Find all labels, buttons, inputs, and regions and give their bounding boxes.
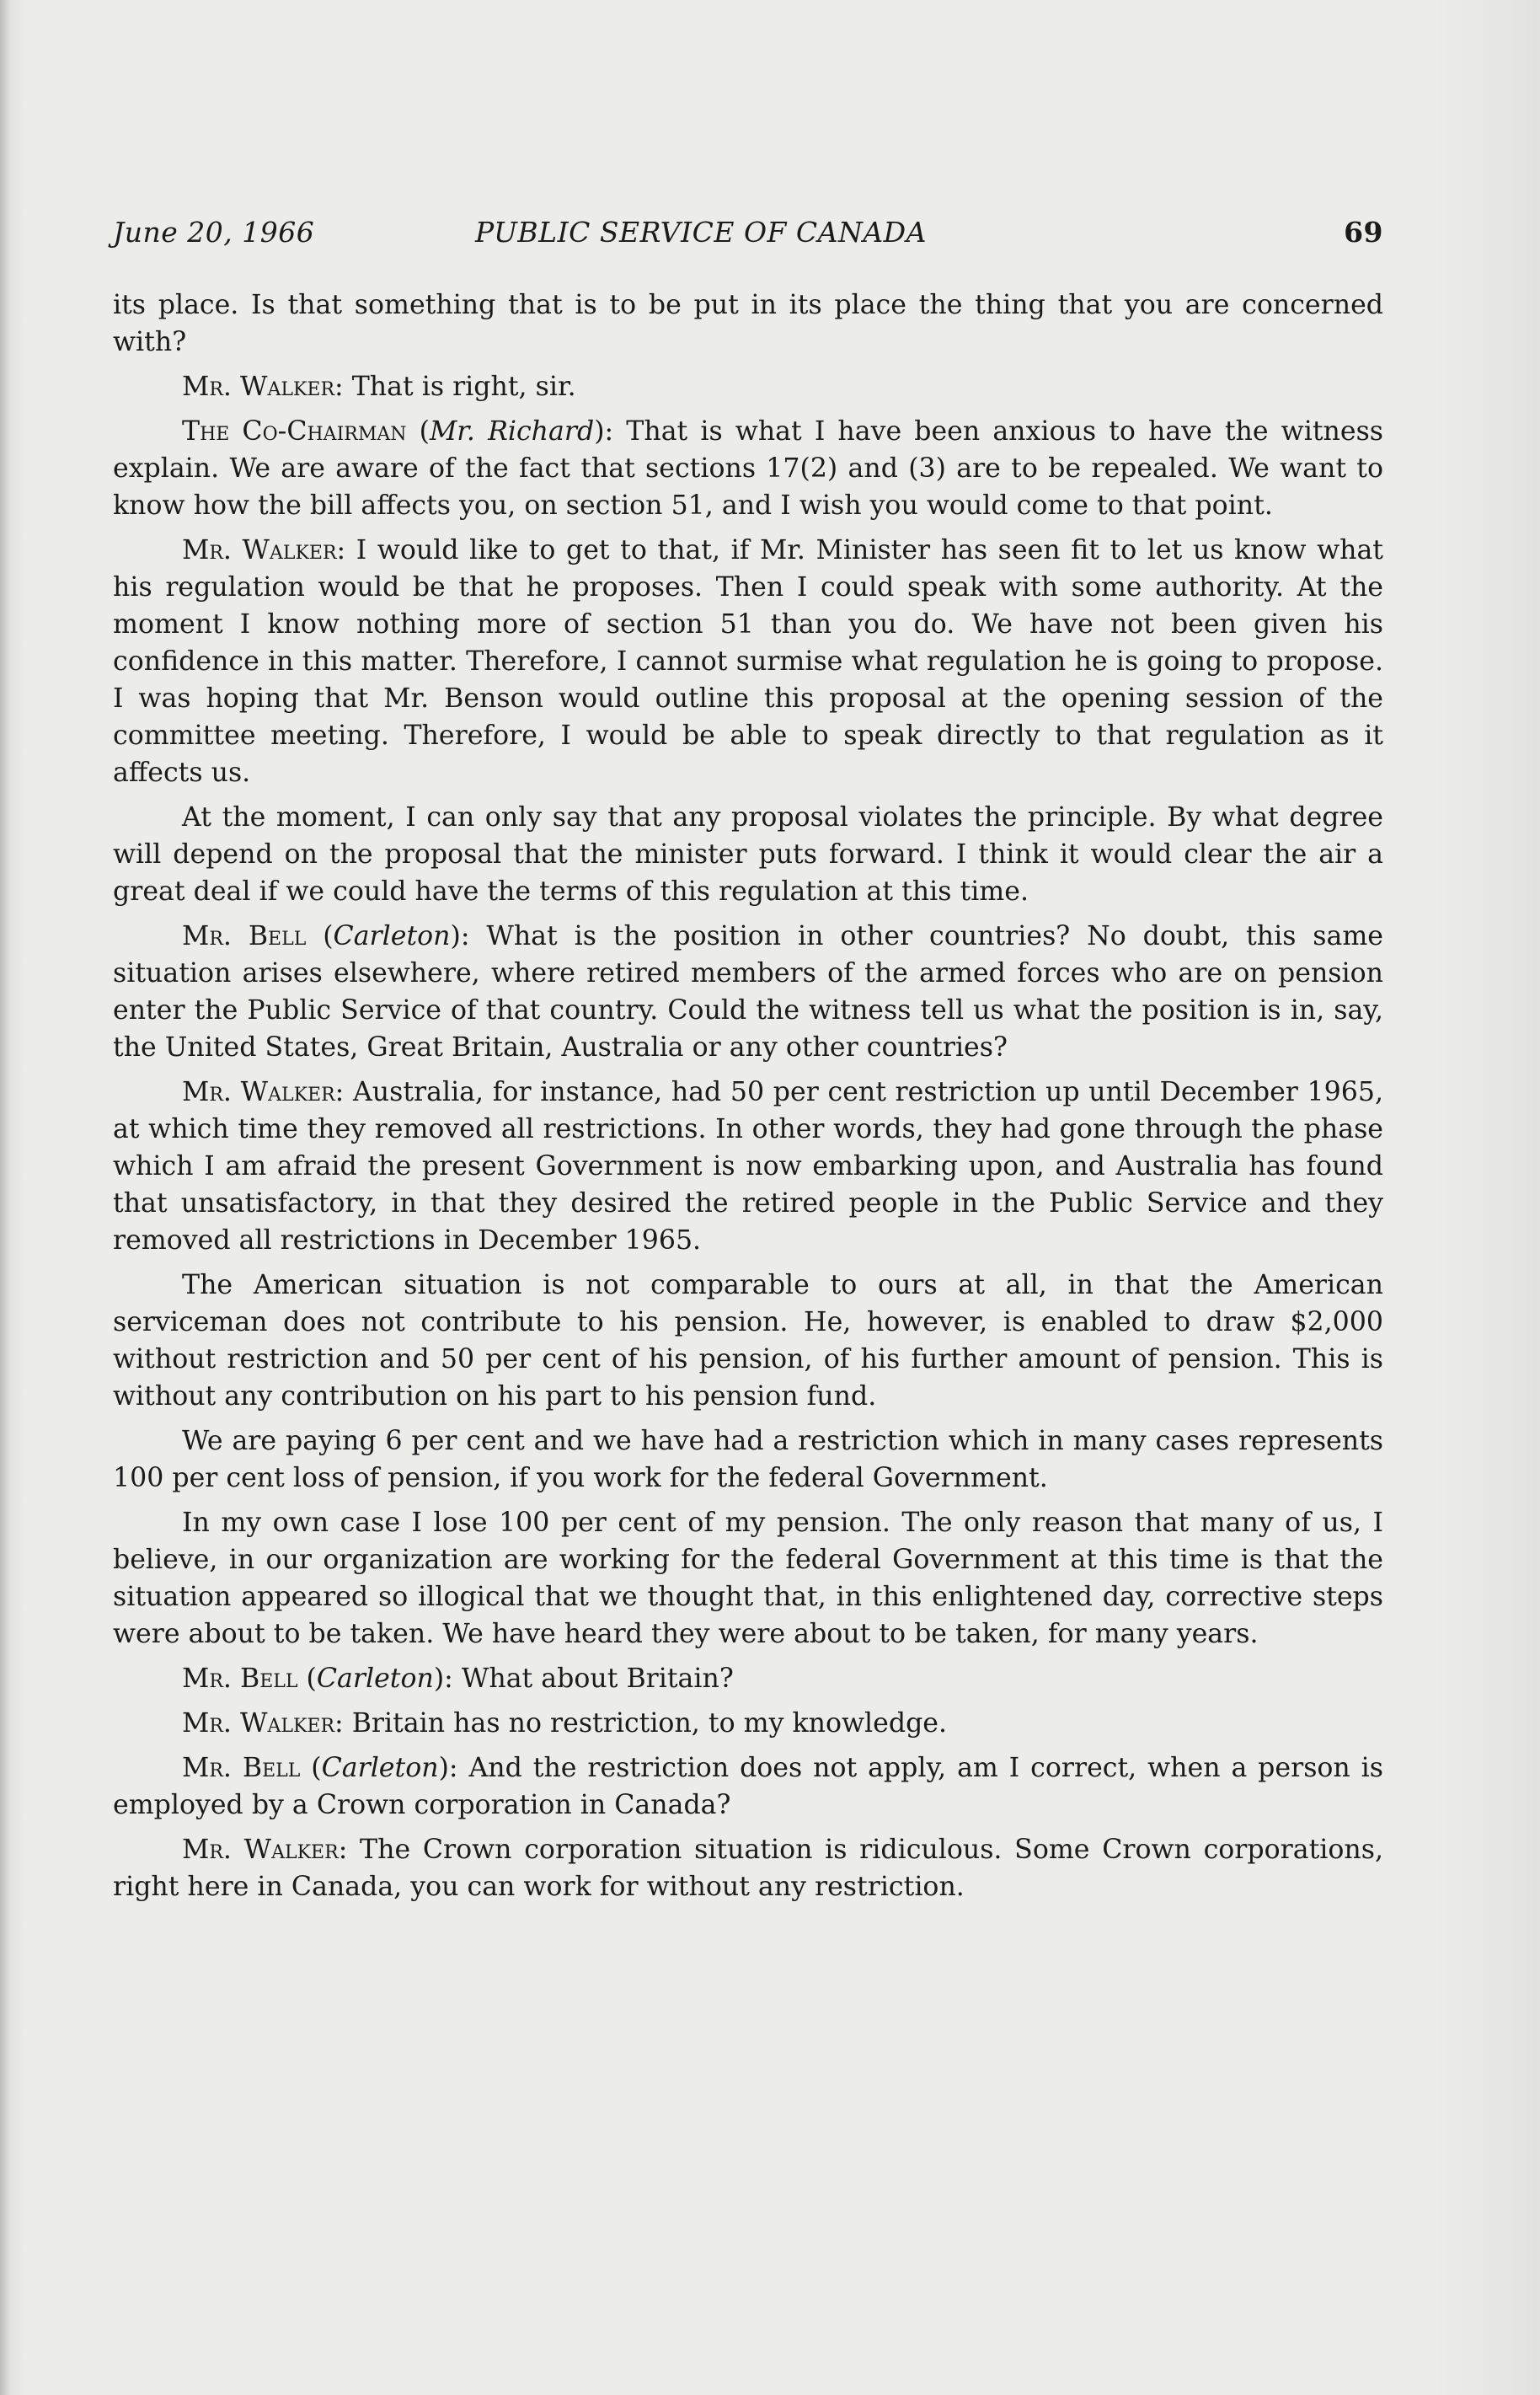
speaker-note: Carleton [321, 1753, 439, 1783]
header-title: PUBLIC SERVICE OF CANADA [475, 216, 927, 249]
document-page [113, 216, 1383, 1913]
paragraph-text: The Crown corporation situation is ridiculous. Some Crown corporations, right here in Canada, you can work for without any restriction. [113, 1835, 1384, 1902]
paragraph [113, 1504, 1383, 1653]
paragraph: Mr. Bell (Carleton): And the restriction does not apply, am I correct, when a person is employed by a Crown corporation in Canada? [113, 1753, 1384, 1820]
paragraph-text: In my own case I lose 100 per cent of my pension. The only reason that many of us, I believe, in our organization are working for the federal Government at this time is that the situation appeared so illogical that we thought that, in this enlightened day, corrective steps were about to be taken. We have heard they were about to be taken, for many years. [113, 1508, 1383, 1649]
paragraph [113, 287, 1383, 361]
paragraph-text: And the restriction does not apply, am I correct, when a person is employed by a Crown corporation in Canada? [113, 1753, 1384, 1820]
speaker-note: Mr. Richard [429, 416, 595, 447]
paragraph: Mr. Walker: The Crown corporation situation is ridiculous. Some Crown corporations, right here in Canada, you can work for without any restriction. [113, 1835, 1384, 1902]
speaker: Mr. Walker [182, 1708, 335, 1739]
paragraph [113, 799, 1383, 910]
paragraph: Mr. Walker: That is right, sir. [182, 372, 576, 402]
speaker: Mr. Bell [182, 1753, 301, 1783]
paragraph: Mr. Walker: Australia, for instance, had 50 per cent restriction up until December 1965, at which time they removed all restrictions. In other words, they had gone through the phase which I am afraid the present Government is now embarking upon, and Australia has found that unsatisfactory, in that they desired the retired people in the Public Service and they removed all restrictions in December 1965. [113, 1077, 1384, 1256]
paragraph: Mr. Walker: Britain has no restriction, to my knowledge. [182, 1708, 948, 1739]
paragraph-text: I would like to get to that, if Mr. Minister has seen fit to let us know what his regulation would be that he proposes. Then I could speak with some authority. At the moment I know nothing more of section 51 than you do. We have not been given his confidence in this matter. Therefore, I cannot surmise what regulation he is going to propose. I was hoping that Mr. Benson would outline this proposal at the opening session of the committee meeting. Therefore, I would be able to speak directly to that regulation as it affects us. [113, 535, 1383, 788]
paragraph: Mr. Bell (Carleton): What is the position in other countries? No doubt, this same situation arises elsewhere, where retired members of the armed forces who are on pension enter the Public Service of that country. Could the witness tell us what the position is in, say, the United States, Great Britain, Australia or any other countries? [113, 921, 1383, 1063]
transcript-body [113, 287, 1383, 1905]
speaker: Mr. Walker [182, 1835, 339, 1865]
header-date: June 20, 1966 [113, 216, 315, 249]
paragraph: Mr. Walker: I would like to get to that, if Mr. Minister has seen fit to let us know what his regulation would be that he proposes. Then I could speak with some authority. At the moment I know nothing more of section 51 than you do. We have not been given his confidence in this matter. Therefore, I cannot surmise what regulation he is going to propose. I was hoping that Mr. Benson would outline this proposal at the opening session of the committee meeting. Therefore, I would be able to speak directly to that regulation as it affects us. [113, 535, 1383, 788]
paragraph-text: That is right, sir. [351, 372, 576, 402]
paragraph-text: We are paying 6 per cent and we have had a restriction which in many cases represents 100 per cent loss of pension, if you work for the federal Government. [113, 1426, 1383, 1493]
paragraph-text: its place. Is that something that is to be put in its place the thing that you are concerned with? [113, 290, 1383, 357]
speaker: The Co-Chairman [182, 416, 407, 447]
speaker-note: Carleton [333, 921, 451, 951]
paragraph: Mr. Bell (Carleton): What about Britain? [182, 1664, 734, 1694]
speaker-note: Carleton [316, 1664, 434, 1694]
paragraph-text: That is what I have been anxious to have the witness explain. We are aware of the fact that sections 17(2) and (3) are to be repealed. We want to know how the bill affects you, on section 51, and I wish you would come to that point. [113, 416, 1383, 521]
paragraph-text: The American situation is not comparable to ours at all, in that the American serviceman does not contribute to his pension. He, however, is enabled to draw $2,000 without restriction and 50 per cent of his pension, of his further amount of pension. This is without any contribution on his part to his pension fund. [113, 1270, 1383, 1412]
paragraph-text: What is the position in other countries? No doubt, this same situation arises elsewhere, where retired members of the armed forces who are on pension enter the Public Service of that country. Could the witness tell us what the position is in, say, the United States, Great Britain, Australia or any other countries? [113, 921, 1383, 1063]
paragraph-text: Australia, for instance, had 50 per cent restriction up until December 1965, at which time they removed all restrictions. In other words, they had gone through the phase which I am afraid the present Government is now embarking upon, and Australia has found that unsatisfactory, in that they desired the retired people in the Public Service and they removed all restrictions in December 1965. [113, 1077, 1384, 1256]
speaker: Mr. Walker [182, 372, 335, 402]
running-head [113, 216, 1383, 256]
paragraph-text: What about Britain? [461, 1664, 734, 1694]
speaker: Mr. Walker [182, 1077, 335, 1107]
speaker: Mr. Walker [182, 535, 337, 565]
paragraph-text: Britain has no restriction, to my knowledge. [351, 1708, 948, 1739]
paragraph [113, 1267, 1383, 1415]
page-number: 69 [1344, 216, 1383, 249]
paragraph: The Co-Chairman (Mr. Richard): That is what I have been anxious to have the witness explain. We are aware of the fact that sections 17(2) and (3) are to be repealed. We want to know how the bill affects you, on section 51, and I wish you would come to that point. [113, 416, 1383, 521]
speaker: Mr. Bell [182, 921, 307, 951]
paragraph [113, 1423, 1383, 1497]
speaker: Mr. Bell [182, 1664, 298, 1694]
paragraph-text: At the moment, I can only say that any proposal violates the principle. By what degree will depend on the proposal that the minister puts forward. I think it would clear the air a great deal if we could have the terms of this regulation at this time. [113, 802, 1383, 907]
book-spine-shadow [0, 0, 12, 2395]
